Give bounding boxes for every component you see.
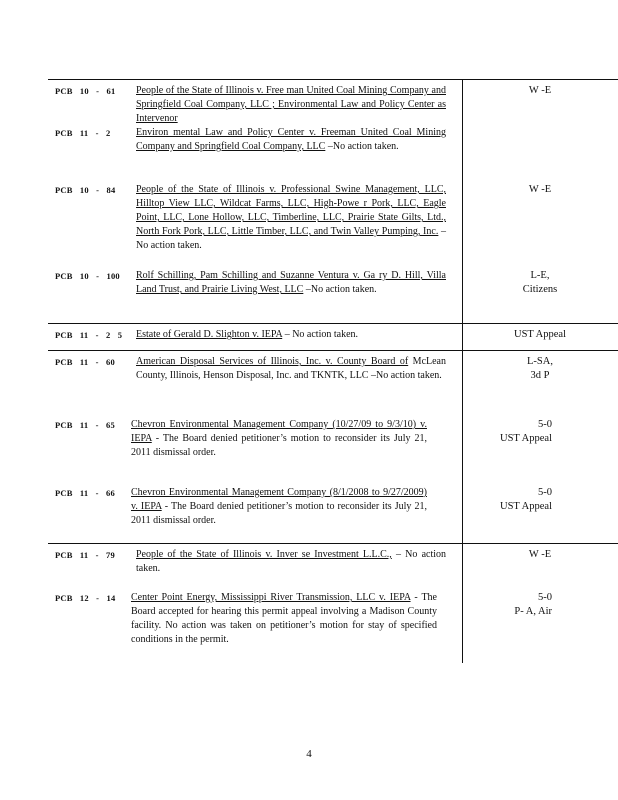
case-number: PCB 10 - 61 <box>55 86 116 96</box>
case-action: –No action taken. <box>303 284 377 295</box>
column-divider <box>462 79 463 323</box>
case-vote: L-E, Citizens <box>522 270 558 295</box>
case-action: – No action taken. <box>136 549 447 574</box>
case-description <box>136 269 446 297</box>
case-title: Rolf Schilling, Pam Schilling and Suzanne Ventura v. Ga ry D. Hill, Villa Land Trust, and Prairie Living West, LLC <box>136 270 446 295</box>
case-title: American Disposal Services of Illinois, Inc. v. County Board of <box>136 356 409 367</box>
case-description <box>136 548 446 576</box>
case-number: PCB 11 - 2 5 <box>55 330 123 340</box>
row-divider <box>48 543 618 544</box>
case-title: Estate of Gerald D. Slighton v. IEPA <box>136 329 283 340</box>
case-vote: UST Appeal <box>513 329 566 340</box>
case-action: - The Board denied petitioner’s motion to reconsider its July 21, 2011 dismissal order. <box>131 501 428 526</box>
case-vote: W -E <box>528 549 552 560</box>
case-action: –No action taken. <box>136 226 447 251</box>
case-description <box>136 126 446 154</box>
case-vote: 5-0 P- A, Air <box>514 592 552 617</box>
column-divider <box>462 543 463 663</box>
case-title: Chevron Environmental Management Company (10/27/09 to 9/3/10) v. IEPA <box>131 419 427 444</box>
case-action: McLean County, Illinois, Henson Disposal, Inc. and TKNTK, LLC –No action taken. <box>136 356 446 381</box>
case-vote: W -E <box>528 184 552 195</box>
case-vote: 5-0 UST Appeal <box>499 487 552 512</box>
case-vote: L-SA, 3d P <box>527 356 553 381</box>
column-divider <box>462 350 463 543</box>
row-divider <box>48 79 618 80</box>
case-number: PCB 11 - 66 <box>55 488 115 498</box>
case-number: PCB 11 - 2 <box>55 128 111 138</box>
column-divider <box>462 323 463 350</box>
row-divider <box>48 323 618 324</box>
page-number: 4 <box>306 748 312 760</box>
case-number: PCB 11 - 60 <box>55 357 115 367</box>
case-action: - The Board accepted for hearing this permit appeal involving a Madison County facility. No action was taken on petitioner’s motion for stay of specified conditions in the permit. <box>131 592 437 645</box>
case-number: PCB 12 - 14 <box>55 593 116 603</box>
case-description <box>136 328 446 342</box>
case-description <box>136 183 446 253</box>
case-title: Environ mental Law and Policy Center v. Freeman United Coal Mining Company and Springfield Coal Company, LLC <box>136 127 446 152</box>
case-number: PCB 10 - 100 <box>55 271 120 281</box>
case-description <box>131 591 437 647</box>
case-description <box>136 84 446 126</box>
case-number: PCB 11 - 79 <box>55 550 115 560</box>
case-action: – No action taken. <box>282 329 359 340</box>
case-title: People of the State of Illinois v. Professional Swine Management, LLC, Hilltop View LLC, Wildcat Farms, LLC, High-Powe r Pork, LLC, Eagle Point, LLC, Lone Hollow, LLC, Timberline, LLC, Prairie State Gilts, Ltd., North Fork Pork, LLC, Little Timber, LLC, and Twin Valley Pumping, Inc. <box>136 184 446 237</box>
case-title: People of the State of Illinois v. Inver se Investment L.L.C., <box>136 549 392 560</box>
case-description <box>136 355 446 383</box>
case-title: People of the State of Illinois v. Free man United Coal Mining Company and Springfield Coal Company, LLC ; Environmental Law and Policy Center as Intervenor <box>136 85 446 124</box>
case-description <box>131 486 427 528</box>
case-title: Center Point Energy, Mississippi River Transmission, LLC v. IEPA <box>131 592 411 603</box>
case-action: - The Board denied petitioner’s motion to reconsider its July 21, 2011 dismissal order. <box>131 433 427 458</box>
case-vote: 5-0 UST Appeal <box>499 419 552 444</box>
case-action: –No action taken. <box>325 141 399 152</box>
row-divider <box>48 350 618 351</box>
case-vote: W -E <box>528 85 552 96</box>
case-number: PCB 10 - 84 <box>55 185 116 195</box>
case-title: Chevron Environmental Management Company (8/1/2008 to 9/27/2009) v. IEPA <box>131 487 427 512</box>
case-number: PCB 11 - 65 <box>55 420 115 430</box>
case-description <box>131 418 427 460</box>
